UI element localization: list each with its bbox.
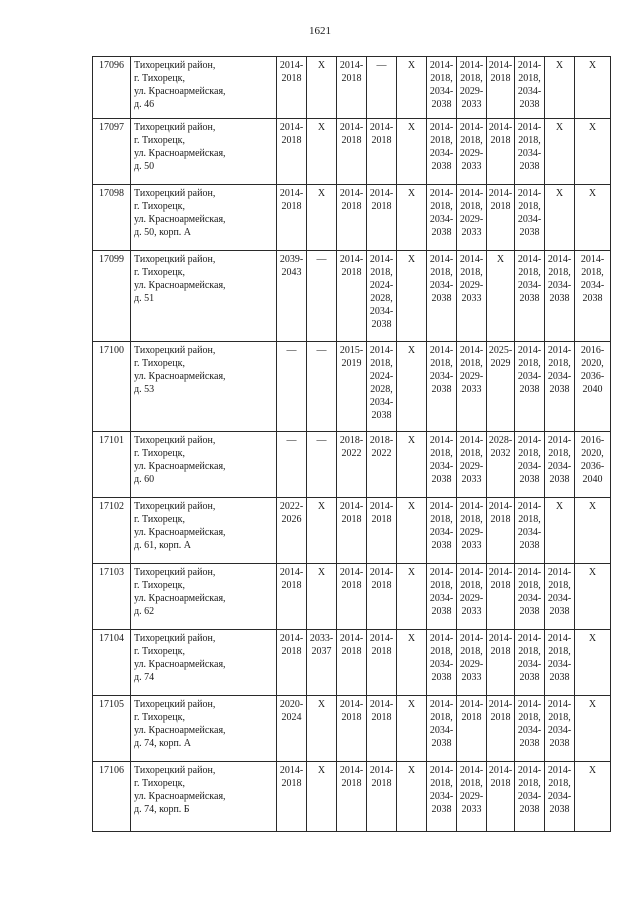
address-line: д. 53: [134, 384, 155, 395]
period-cell: X: [575, 630, 611, 696]
address-line: д. 50, корп. А: [134, 227, 192, 238]
table-row: [93, 762, 611, 832]
period-cell: X: [545, 185, 575, 251]
period-cell: 2014- 2018: [277, 630, 307, 696]
period-cell: 2014- 2018: [487, 57, 515, 119]
period-cell: 2014- 2018: [337, 696, 367, 762]
period-cell: X: [575, 185, 611, 251]
period-cell: 2014- 2018, 2034- 2038: [515, 696, 545, 762]
period-cell: 2014- 2018, 2034- 2038: [427, 762, 457, 832]
table-row: [93, 251, 611, 342]
period-cell: 2014- 2018: [367, 762, 397, 832]
address-line: г. Тихорецк,: [134, 448, 185, 459]
table-row: [93, 630, 611, 696]
period-cell: 2015- 2019: [337, 342, 367, 432]
period-cell: 2014- 2018, 2034- 2038: [427, 432, 457, 498]
period-cell: —: [277, 342, 307, 432]
period-cell: X: [397, 762, 427, 832]
table-row: [93, 342, 611, 432]
period-cell: 2014- 2018: [337, 762, 367, 832]
period-cell: 2014- 2018, 2034- 2038: [427, 564, 457, 630]
row-number: 17105: [93, 696, 131, 762]
period-cell: 2014- 2018, 2034- 2038: [575, 251, 611, 342]
period-cell: 2014- 2018: [337, 119, 367, 185]
period-cell: 2014- 2018, 2029- 2033: [457, 630, 487, 696]
table-row: [93, 498, 611, 564]
address-line: Тихорецкий район,: [134, 765, 216, 776]
period-cell: X: [575, 498, 611, 564]
period-cell: 2014- 2018: [337, 564, 367, 630]
period-cell: —: [277, 432, 307, 498]
address-line: д. 74: [134, 672, 155, 683]
address-line: г. Тихорецк,: [134, 778, 185, 789]
row-number: 17101: [93, 432, 131, 498]
period-cell: 2014- 2018: [487, 498, 515, 564]
address-table: [92, 56, 611, 832]
period-cell: 2014- 2018, 2034- 2038: [427, 696, 457, 762]
address-line: Тихорецкий район,: [134, 188, 216, 199]
period-cell: 2014- 2018: [487, 630, 515, 696]
address-cell: [131, 762, 277, 832]
period-cell: 2014- 2018, 2034- 2038: [515, 57, 545, 119]
period-cell: X: [397, 342, 427, 432]
period-cell: 2018- 2022: [367, 432, 397, 498]
row-number: 17104: [93, 630, 131, 696]
period-cell: 2033- 2037: [307, 630, 337, 696]
period-cell: —: [367, 57, 397, 119]
period-cell: 2014- 2018: [367, 630, 397, 696]
period-cell: X: [397, 696, 427, 762]
period-cell: 2014- 2018, 2029- 2033: [457, 762, 487, 832]
table-row: [93, 119, 611, 185]
address-line: д. 50: [134, 161, 155, 172]
period-cell: 2014- 2018: [487, 564, 515, 630]
period-cell: X: [307, 498, 337, 564]
period-cell: 2014- 2018, 2034- 2038: [515, 564, 545, 630]
period-cell: 2022- 2026: [277, 498, 307, 564]
period-cell: X: [307, 119, 337, 185]
period-cell: 2014- 2018: [277, 57, 307, 119]
address-line: ул. Красноармейская,: [134, 461, 226, 472]
period-cell: X: [307, 564, 337, 630]
address-line: Тихорецкий район,: [134, 699, 216, 710]
period-cell: 2014- 2018: [337, 498, 367, 564]
period-cell: 2014- 2018, 2034- 2038: [427, 498, 457, 564]
period-cell: 2039- 2043: [277, 251, 307, 342]
period-cell: 2014- 2018: [367, 696, 397, 762]
period-cell: X: [307, 57, 337, 119]
address-line: ул. Красноармейская,: [134, 593, 226, 604]
period-cell: 2014- 2018, 2029- 2033: [457, 57, 487, 119]
period-cell: X: [307, 185, 337, 251]
address-line: г. Тихорецк,: [134, 267, 185, 278]
address-line: ул. Красноармейская,: [134, 725, 226, 736]
address-cell: [131, 498, 277, 564]
address-line: г. Тихорецк,: [134, 646, 185, 657]
period-cell: 2014- 2018, 2034- 2038: [427, 185, 457, 251]
period-cell: 2014- 2018, 2029- 2033: [457, 185, 487, 251]
period-cell: X: [575, 696, 611, 762]
period-cell: 2014- 2018, 2034- 2038: [515, 119, 545, 185]
address-line: Тихорецкий район,: [134, 435, 216, 446]
period-cell: 2014- 2018, 2024- 2028, 2034- 2038: [367, 251, 397, 342]
period-cell: 2025- 2029: [487, 342, 515, 432]
period-cell: —: [307, 251, 337, 342]
page-number: 1621: [309, 25, 331, 37]
row-number: 17103: [93, 564, 131, 630]
address-line: г. Тихорецк,: [134, 580, 185, 591]
address-line: ул. Красноармейская,: [134, 371, 226, 382]
period-cell: X: [397, 564, 427, 630]
address-line: Тихорецкий район,: [134, 254, 216, 265]
address-line: Тихорецкий район,: [134, 633, 216, 644]
period-cell: X: [545, 119, 575, 185]
address-cell: [131, 342, 277, 432]
period-cell: X: [397, 432, 427, 498]
period-cell: 2014- 2018: [367, 119, 397, 185]
period-cell: 2014- 2018, 2034- 2038: [427, 119, 457, 185]
period-cell: 2014- 2018, 2034- 2038: [545, 342, 575, 432]
period-cell: 2014- 2018, 2034- 2038: [427, 57, 457, 119]
row-number: 17099: [93, 251, 131, 342]
address-line: ул. Красноармейская,: [134, 148, 226, 159]
period-cell: X: [545, 498, 575, 564]
row-number: 17096: [93, 57, 131, 119]
period-cell: 2014- 2018: [277, 119, 307, 185]
row-number: 17097: [93, 119, 131, 185]
period-cell: X: [575, 119, 611, 185]
period-cell: X: [575, 57, 611, 119]
address-cell: [131, 185, 277, 251]
period-cell: X: [307, 762, 337, 832]
address-line: Тихорецкий район,: [134, 501, 216, 512]
period-cell: 2014- 2018: [337, 251, 367, 342]
period-cell: 2014- 2018: [337, 57, 367, 119]
address-line: ул. Красноармейская,: [134, 280, 226, 291]
table-row: [93, 696, 611, 762]
period-cell: 2014- 2018: [337, 630, 367, 696]
address-line: д. 74, корп. А: [134, 738, 192, 749]
period-cell: 2014- 2018, 2034- 2038: [515, 498, 545, 564]
address-line: Тихорецкий район,: [134, 345, 216, 356]
address-cell: [131, 630, 277, 696]
row-number: 17098: [93, 185, 131, 251]
period-cell: 2014- 2018, 2034- 2038: [427, 251, 457, 342]
period-cell: 2014- 2018, 2034- 2038: [515, 185, 545, 251]
row-number: 17106: [93, 762, 131, 832]
table-row: [93, 185, 611, 251]
period-cell: 2014- 2018, 2034- 2038: [515, 342, 545, 432]
address-line: д. 46: [134, 99, 155, 110]
address-line: ул. Красноармейская,: [134, 791, 226, 802]
period-cell: X: [487, 251, 515, 342]
table-row: [93, 57, 611, 119]
period-cell: 2014- 2018: [487, 119, 515, 185]
address-line: г. Тихорецк,: [134, 73, 185, 84]
address-line: ул. Красноармейская,: [134, 527, 226, 538]
period-cell: 2014- 2018: [277, 564, 307, 630]
period-cell: X: [575, 762, 611, 832]
address-line: г. Тихорецк,: [134, 514, 185, 525]
period-cell: 2014- 2018, 2034- 2038: [545, 564, 575, 630]
address-line: Тихорецкий район,: [134, 122, 216, 133]
address-cell: [131, 432, 277, 498]
period-cell: 2020- 2024: [277, 696, 307, 762]
row-number: 17102: [93, 498, 131, 564]
period-cell: 2014- 2018: [487, 185, 515, 251]
period-cell: 2014- 2018: [487, 762, 515, 832]
address-line: д. 51: [134, 293, 155, 304]
address-cell: [131, 696, 277, 762]
period-cell: 2014- 2018: [367, 185, 397, 251]
period-cell: X: [397, 498, 427, 564]
period-cell: 2014- 2018, 2034- 2038: [515, 251, 545, 342]
table-row: [93, 564, 611, 630]
period-cell: X: [397, 185, 427, 251]
period-cell: 2014- 2018, 2034- 2038: [545, 762, 575, 832]
address-line: ул. Красноармейская,: [134, 214, 226, 225]
period-cell: 2028- 2032: [487, 432, 515, 498]
period-cell: 2014- 2018, 2029- 2033: [457, 564, 487, 630]
address-line: Тихорецкий район,: [134, 567, 216, 578]
address-line: д. 74, корп. Б: [134, 804, 190, 815]
period-cell: 2014- 2018: [367, 564, 397, 630]
address-cell: [131, 251, 277, 342]
period-cell: 2014- 2018, 2029- 2033: [457, 432, 487, 498]
period-cell: 2014- 2018: [277, 762, 307, 832]
period-cell: X: [397, 251, 427, 342]
address-line: д. 62: [134, 606, 155, 617]
address-line: д. 61, корп. А: [134, 540, 192, 551]
period-cell: —: [307, 432, 337, 498]
period-cell: 2014- 2018: [457, 696, 487, 762]
address-cell: [131, 119, 277, 185]
period-cell: X: [575, 564, 611, 630]
period-cell: X: [397, 630, 427, 696]
period-cell: 2014- 2018, 2034- 2038: [545, 696, 575, 762]
period-cell: 2014- 2018, 2029- 2033: [457, 342, 487, 432]
period-cell: 2014- 2018, 2034- 2038: [545, 251, 575, 342]
period-cell: 2014- 2018, 2034- 2038: [545, 432, 575, 498]
period-cell: 2014- 2018, 2034- 2038: [427, 342, 457, 432]
period-cell: 2018- 2022: [337, 432, 367, 498]
period-cell: 2014- 2018, 2029- 2033: [457, 119, 487, 185]
table-body: [93, 57, 611, 832]
period-cell: 2016- 2020, 2036- 2040: [575, 342, 611, 432]
address-line: Тихорецкий район,: [134, 60, 216, 71]
address-cell: [131, 57, 277, 119]
address-cell: [131, 564, 277, 630]
address-line: г. Тихорецк,: [134, 135, 185, 146]
period-cell: X: [307, 696, 337, 762]
address-line: г. Тихорецк,: [134, 712, 185, 723]
address-line: ул. Красноармейская,: [134, 659, 226, 670]
period-cell: 2014- 2018: [337, 185, 367, 251]
period-cell: 2014- 2018, 2034- 2038: [515, 630, 545, 696]
period-cell: —: [307, 342, 337, 432]
period-cell: X: [545, 57, 575, 119]
period-cell: 2014- 2018, 2029- 2033: [457, 251, 487, 342]
period-cell: 2014- 2018, 2034- 2038: [427, 630, 457, 696]
period-cell: 2016- 2020, 2036- 2040: [575, 432, 611, 498]
period-cell: 2014- 2018: [487, 696, 515, 762]
table-row: [93, 432, 611, 498]
period-cell: 2014- 2018: [367, 498, 397, 564]
address-line: ул. Красноармейская,: [134, 86, 226, 97]
period-cell: X: [397, 119, 427, 185]
period-cell: 2014- 2018: [277, 185, 307, 251]
period-cell: 2014- 2018, 2034- 2038: [545, 630, 575, 696]
address-line: д. 60: [134, 474, 155, 485]
address-line: г. Тихорецк,: [134, 358, 185, 369]
address-line: г. Тихорецк,: [134, 201, 185, 212]
period-cell: 2014- 2018, 2024- 2028, 2034- 2038: [367, 342, 397, 432]
period-cell: 2014- 2018, 2029- 2033: [457, 498, 487, 564]
period-cell: 2014- 2018, 2034- 2038: [515, 432, 545, 498]
period-cell: 2014- 2018, 2034- 2038: [515, 762, 545, 832]
period-cell: X: [397, 57, 427, 119]
row-number: 17100: [93, 342, 131, 432]
